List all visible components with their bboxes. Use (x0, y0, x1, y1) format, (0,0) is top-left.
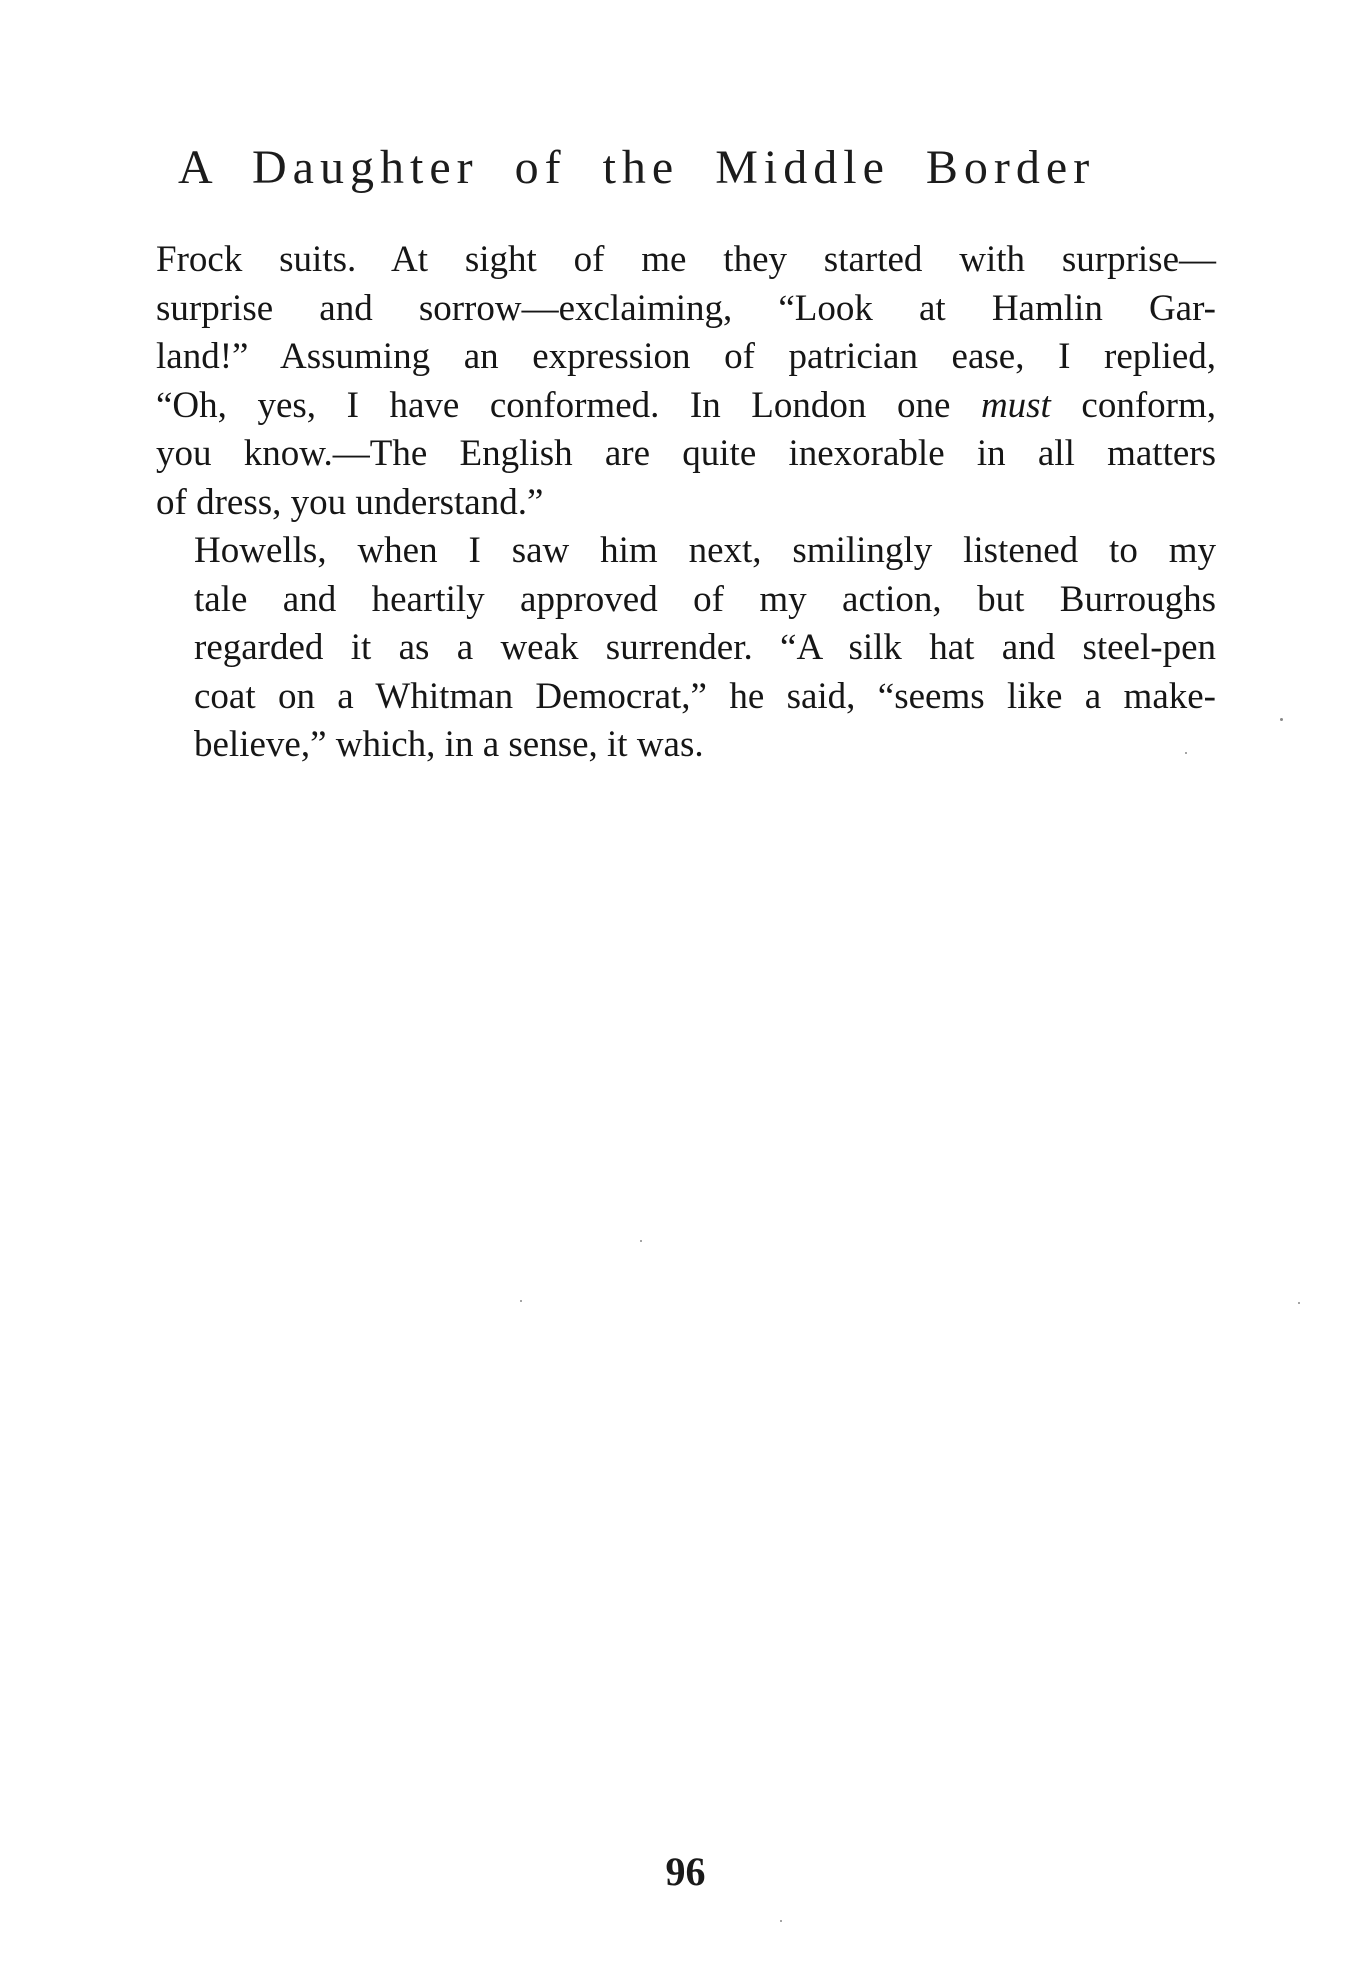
scan-speck (1185, 752, 1187, 754)
scan-speck (520, 1300, 522, 1302)
paragraph-1 (156, 236, 1216, 527)
emphasized-word: must (980, 384, 1051, 426)
text-line: of dress, you understand.” (156, 481, 544, 523)
body-text (156, 236, 1216, 770)
scan-speck (1298, 1302, 1300, 1304)
text-segment: “Oh, yes, I have conformed. In London one (156, 384, 981, 426)
text-line: surprise and sorrow—exclaiming, “Look at Hamlin Gar- (156, 287, 1216, 329)
text-line: Howells, when I saw him next, smilingly listened to my (194, 530, 1216, 571)
text-segment: conform, (1050, 384, 1216, 426)
text-line: tale and heartily approved of my action, but Burroughs (194, 578, 1216, 620)
text-line: you know.—The English are quite inexorable in all matters (156, 433, 1216, 474)
scan-speck (640, 1240, 642, 1242)
text-line: believe,” which, in a sense, it was. (194, 724, 704, 765)
text-line: Frock suits. At sight of me they started with surprise— (156, 239, 1216, 280)
paragraph-2 (156, 527, 1216, 770)
running-head: A Daughter of the Middle Border (178, 141, 1096, 194)
scan-speck (1280, 718, 1283, 721)
text-line (156, 382, 1216, 431)
scan-speck (780, 1920, 782, 1922)
text-line: regarded it as a weak surrender. “A silk hat and steel-pen (194, 627, 1216, 668)
page-number: 96 (665, 1849, 706, 1894)
text-line: coat on a Whitman Democrat,” he said, “seems like a make- (194, 675, 1216, 717)
text-line: land!” Assuming an expression of patrician ease, I replied, (156, 336, 1216, 377)
